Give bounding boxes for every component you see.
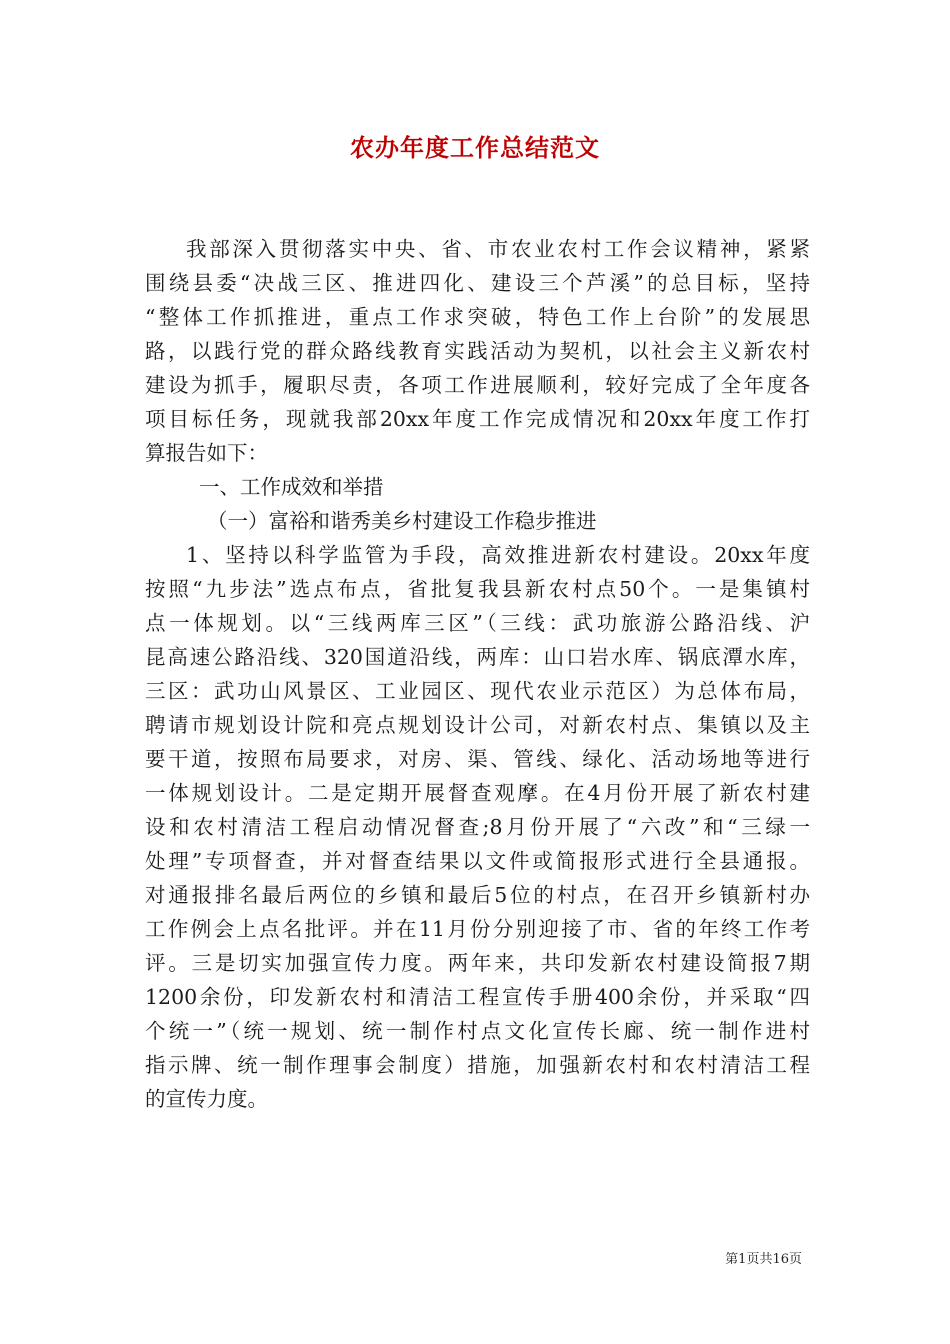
paragraph-intro (145, 232, 810, 470)
text-line: 按照“九步法”选点布点，省批复我县新农村点50个。一是集镇村 (145, 577, 810, 601)
text-line: 1、坚持以科学监管为手段，高效推进新农村建设。20xx年度 (186, 543, 810, 567)
text-line: 点一体规划。以“三线两库三区”（三线：武功旅游公路沿线、沪 (145, 611, 810, 635)
text-line: 我部深入贯彻落实中央、省、市农业农村工作会议精神，紧紧 (186, 237, 810, 261)
text-line: 三区：武功山风景区、工业园区、现代农业示范区）为总体布局， (145, 679, 810, 703)
text-line: 评。三是切实加强宣传力度。两年来，共印发新农村建设简报7期 (145, 951, 810, 975)
text-line: 路，以践行党的群众路线教育实践活动为契机，以社会主义新农村 (145, 339, 810, 363)
text-line: 个统一”（统一规划、统一制作村点文化宣传长廊、统一制作进村 (145, 1019, 810, 1043)
text-line: 聘请市规划设计院和亮点规划设计公司，对新农村点、集镇以及主 (145, 713, 810, 737)
text-line: 要干道，按照布局要求，对房、渠、管线、绿化、活动场地等进行 (145, 747, 810, 771)
text-line: 一体规划设计。二是定期开展督查观摩。在4月份开展了新农村建 (145, 781, 810, 805)
document-body (145, 232, 810, 1116)
text-line: 指示牌、统一制作理事会制度）措施，加强新农村和农村清洁工程 (145, 1053, 810, 1077)
page-number: 第1页共16页 (725, 1252, 802, 1267)
text-line: 算报告如下： (145, 441, 268, 465)
document-title: 农办年度工作总结范文 (350, 133, 600, 162)
text-line: 1200余份，印发新农村和清洁工程宣传手册400余份，并采取“四 (145, 985, 810, 1009)
text-line: 处理”专项督查，并对督查结果以文件或简报形式进行全县通报。 (145, 849, 810, 873)
text-line: 围绕县委“决战三区、推进四化、建设三个芦溪”的总目标，坚持 (145, 271, 810, 295)
text-line: 昆高速公路沿线、320国道沿线，两库：山口岩水库、锅底潭水库， (145, 645, 810, 669)
text-line: 建设为抓手，履职尽责，各项工作进展顺利，较好完成了全年度各 (145, 373, 810, 397)
text-line: “整体工作抓推进，重点工作求突破，特色工作上台阶”的发展思 (145, 305, 810, 329)
section-heading: 一、工作成效和举措 (199, 475, 384, 499)
text-line: 的宣传力度。 (145, 1087, 268, 1111)
paragraph-item-1 (145, 538, 810, 1116)
text-line: 项目标任务，现就我部20xx年度工作完成情况和20xx年度工作打 (145, 407, 810, 431)
text-line: 设和农村清洁工程启动情况督查;8月份开展了“六改”和“三绿一 (145, 815, 810, 839)
text-line: 对通报排名最后两位的乡镇和最后5位的村点，在召开乡镇新村办 (145, 883, 810, 907)
text-line: 工作例会上点名批评。并在11月份分别迎接了市、省的年终工作考 (145, 917, 810, 941)
subsection-heading: （一）富裕和谐秀美乡村建设工作稳步推进 (207, 509, 597, 533)
